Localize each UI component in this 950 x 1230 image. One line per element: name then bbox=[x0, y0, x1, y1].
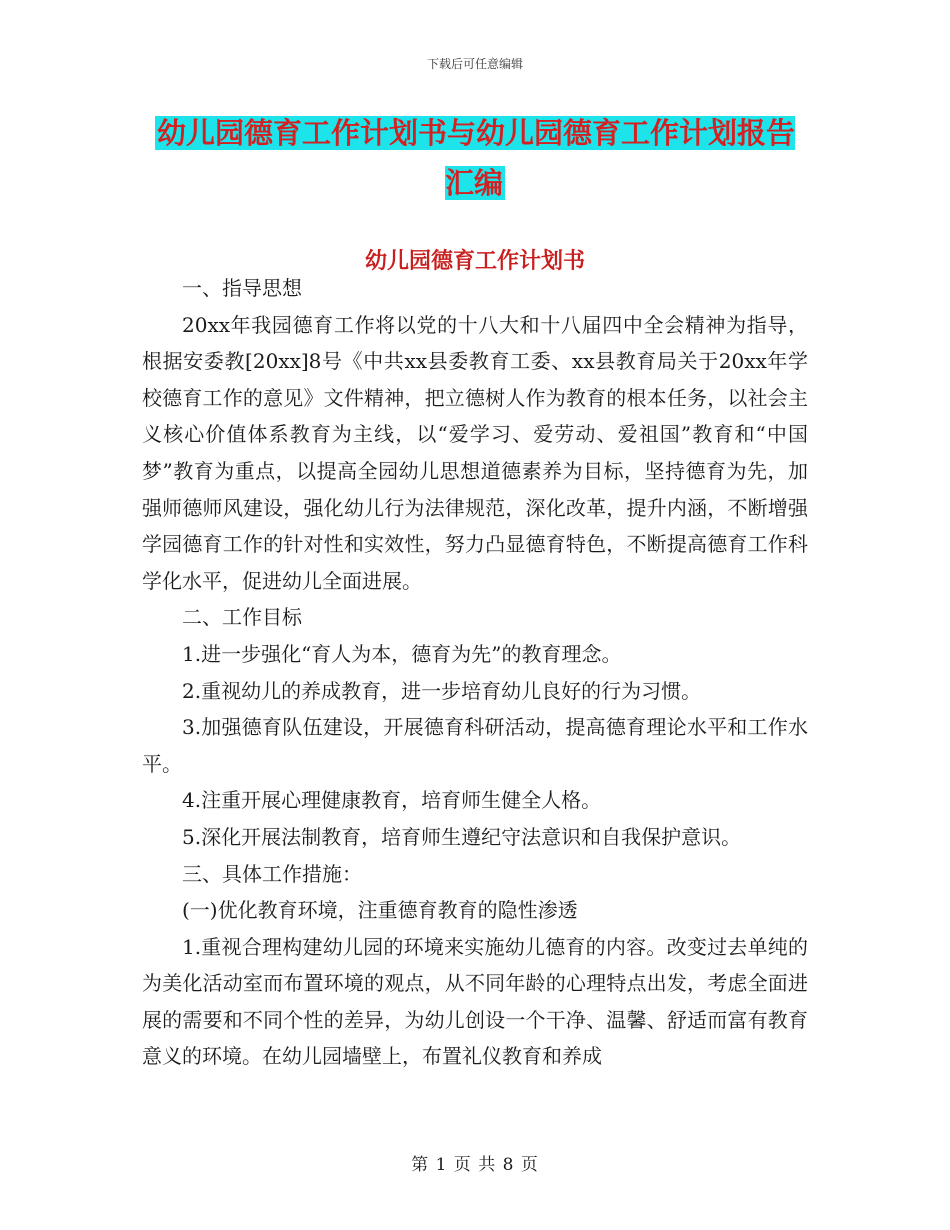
page-header-note: 下载后可任意编辑 bbox=[426, 57, 523, 71]
page-footer: 第 1 页 共 8 页 bbox=[411, 1155, 539, 1175]
section-title: 幼儿园德育工作计划书 bbox=[364, 249, 585, 274]
goal-item-4: 4.注重开展心理健康教育，培育师生健全人格。 bbox=[182, 788, 602, 813]
document-title-text: 幼儿园德育工作计划书与幼儿园德育工作计划报告汇编 bbox=[156, 116, 795, 200]
goal-item-3: 3.加强德育队伍建设，开展德育科研活动，提高德育理论水平和工作水平。 bbox=[142, 715, 808, 776]
paragraph-environment-1: 1.重视合理构建幼儿园的环境来实施幼儿德育的内容。改变过去单纯的为美化活动室而布置环境的观点，从不同年龄的心理特点出发，考虑全面进展的需要和不同个性的差异，为幼儿创设一个干净、温馨、舒适而富有教育意义的环境。在幼儿园墙壁上，布置礼仪教育和养成 bbox=[142, 934, 808, 1069]
document-body bbox=[142, 270, 808, 1075]
heading-guiding-thought: 一、指导思想 bbox=[182, 276, 302, 300]
heading-work-goals: 二、工作目标 bbox=[182, 605, 302, 630]
subheading-environment: (一)优化教育环境，注重德育教育的隐性渗透 bbox=[182, 898, 578, 923]
heading-measures: 三、具体工作措施： bbox=[182, 861, 362, 886]
goal-item-1: 1.进一步强化“育人为本，德育为先”的教育理念。 bbox=[182, 641, 622, 666]
paragraph-guiding-thought: 20xx年我园德育工作将以党的十八大和十八届四中全会精神为指导，根据安委教[20xx]8号《中共xx县委教育工委、xx县教育局关于20xx年学校德育工作的意见》文件精神，把立德树人作为教育的根本任务，以社会主义核心价值体系教育为主线，以“爱学习、爱劳动、爱祖国”教育和“中国梦”教育为重点，以提高全园幼儿思想道德素养为目标，坚持德育为先，加强师德师风建设，强化幼儿行为法律规范，深化改革，提升内涵，不断增强学园德育工作的针对性和实效性，努力凸显德育特色，不断提高德育工作科学化水平，促进幼儿全面进展。 bbox=[142, 312, 808, 593]
goal-item-5: 5.深化开展法制教育，培育师生遵纪守法意识和自我保护意识。 bbox=[182, 824, 742, 849]
goal-item-2: 2.重视幼儿的养成教育，进一步培育幼儿良好的行为习惯。 bbox=[182, 678, 702, 703]
document-title bbox=[142, 108, 808, 208]
